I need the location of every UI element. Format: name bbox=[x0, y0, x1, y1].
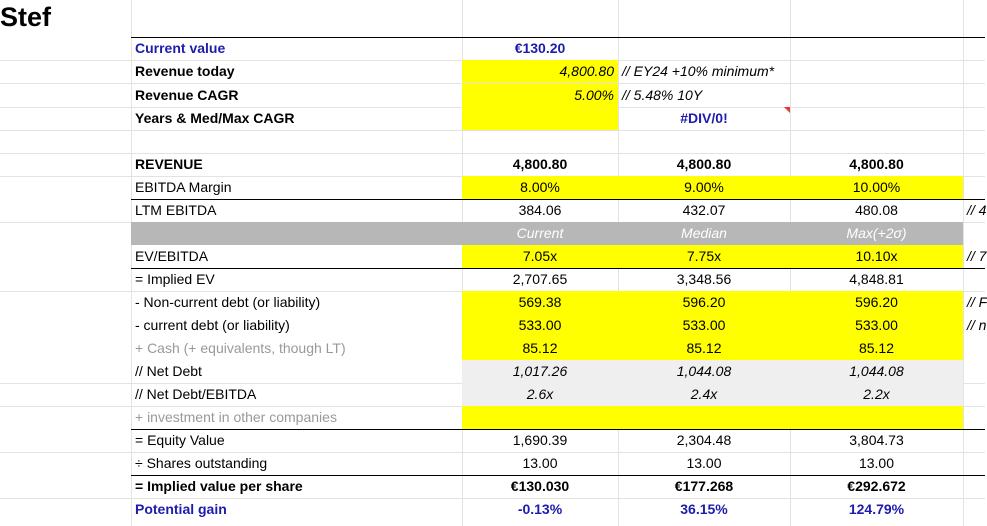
note-cell[interactable]: // 4 bbox=[967, 202, 987, 218]
input-cell[interactable] bbox=[618, 406, 790, 429]
row-ev-ebitda[interactable] bbox=[0, 245, 985, 268]
current-value-cell[interactable]: €130.20 bbox=[514, 40, 566, 56]
value-cell[interactable]: 13.00 bbox=[686, 455, 722, 471]
row-investments[interactable] bbox=[0, 406, 985, 429]
note-cell[interactable]: // 7 bbox=[967, 248, 987, 264]
scenario-current[interactable]: Current bbox=[462, 222, 618, 245]
input-cell[interactable]: 569.38 bbox=[462, 291, 618, 314]
gain-cell[interactable]: 124.79% bbox=[848, 501, 905, 517]
row-label[interactable]: + investment in other companies bbox=[135, 409, 337, 425]
years-input[interactable] bbox=[462, 107, 618, 130]
input-cell[interactable]: 10.00% bbox=[790, 176, 963, 199]
value-cell[interactable]: 2.4x bbox=[618, 383, 790, 406]
row-label[interactable]: Years & Med/Max CAGR bbox=[135, 110, 295, 126]
input-cell[interactable]: 8.00% bbox=[462, 176, 618, 199]
input-cell[interactable]: 7.75x bbox=[618, 245, 790, 268]
row-label[interactable]: LTM EBITDA bbox=[135, 202, 217, 218]
input-cell[interactable]: 7.05x bbox=[462, 245, 618, 268]
input-cell[interactable]: 85.12 bbox=[618, 337, 790, 360]
input-cell[interactable]: 10.10x bbox=[790, 245, 963, 268]
value-cell[interactable]: 1,017.26 bbox=[462, 360, 618, 383]
value-cell[interactable]: 2,707.65 bbox=[512, 271, 568, 287]
note-cell[interactable]: // EY24 +10% minimum* bbox=[622, 63, 775, 79]
value-cell[interactable]: 432.07 bbox=[682, 202, 726, 218]
row-label[interactable]: Potential gain bbox=[135, 501, 227, 517]
row-shares-outstanding[interactable] bbox=[0, 452, 985, 475]
row-label[interactable]: + Cash (+ equivalents, though LT) bbox=[135, 340, 346, 356]
row-revenue[interactable] bbox=[0, 153, 985, 176]
value-cell[interactable]: 4,800.80 bbox=[849, 156, 904, 172]
input-cell[interactable] bbox=[462, 406, 618, 429]
value-cell[interactable]: 480.08 bbox=[855, 202, 898, 218]
row-scenario-header[interactable] bbox=[0, 222, 985, 245]
row-label[interactable]: = Implied value per share bbox=[135, 478, 303, 494]
value-cell[interactable]: 13.00 bbox=[522, 455, 558, 471]
gain-cell[interactable]: 36.15% bbox=[680, 501, 728, 517]
row-revenue-cagr[interactable] bbox=[0, 84, 985, 107]
row-revenue-today[interactable] bbox=[0, 60, 985, 83]
row-label[interactable]: ÷ Shares outstanding bbox=[135, 455, 268, 471]
value-cell[interactable]: 4,800.80 bbox=[512, 156, 568, 172]
row-noncurrent-debt[interactable] bbox=[0, 291, 985, 314]
row-years-cagr[interactable] bbox=[0, 107, 985, 130]
value-cell[interactable]: 3,348.56 bbox=[676, 271, 732, 287]
row-implied-value-per-share[interactable] bbox=[0, 475, 985, 498]
revenue-cagr-input[interactable]: 5.00% bbox=[462, 84, 618, 107]
row-current-value[interactable] bbox=[0, 37, 985, 60]
note-cell[interactable]: // 5.48% 10Y bbox=[622, 87, 703, 103]
value-cell[interactable]: 2.2x bbox=[790, 383, 963, 406]
gain-cell[interactable]: -0.13% bbox=[517, 501, 563, 517]
note-cell[interactable]: // F bbox=[967, 294, 987, 310]
row-label[interactable]: - current debt (or liability) bbox=[135, 317, 290, 333]
comment-flag-icon[interactable] bbox=[784, 107, 790, 113]
row-cash[interactable] bbox=[0, 337, 985, 360]
input-cell[interactable]: 9.00% bbox=[618, 176, 790, 199]
input-cell[interactable]: 85.12 bbox=[462, 337, 618, 360]
row-label[interactable]: EBITDA Margin bbox=[135, 179, 232, 195]
value-cell[interactable]: 2,304.48 bbox=[676, 432, 732, 448]
input-cell[interactable]: 596.20 bbox=[618, 291, 790, 314]
input-cell[interactable]: 533.00 bbox=[790, 314, 963, 337]
value-cell[interactable]: €292.672 bbox=[847, 478, 906, 494]
row-ltm-ebitda[interactable] bbox=[0, 199, 985, 222]
empty-row bbox=[0, 130, 985, 153]
value-cell[interactable]: 2.6x bbox=[462, 383, 618, 406]
header-cell[interactable] bbox=[131, 222, 462, 245]
row-label[interactable]: // Net Debt bbox=[135, 363, 202, 379]
row-label[interactable]: Revenue today bbox=[135, 63, 235, 79]
value-cell[interactable]: 13.00 bbox=[858, 455, 895, 471]
row-label[interactable]: - Non-current debt (or liability) bbox=[135, 294, 321, 310]
input-cell[interactable]: 533.00 bbox=[618, 314, 790, 337]
row-implied-ev[interactable] bbox=[0, 268, 985, 291]
input-cell[interactable]: 533.00 bbox=[462, 314, 618, 337]
error-cell[interactable]: #DIV/0! bbox=[680, 110, 728, 126]
row-label[interactable]: EV/EBITDA bbox=[135, 248, 209, 264]
row-label[interactable]: = Equity Value bbox=[135, 432, 225, 448]
input-cell[interactable]: 85.12 bbox=[790, 337, 963, 360]
row-label[interactable]: // Net Debt/EBITDA bbox=[135, 386, 257, 402]
row-label[interactable]: REVENUE bbox=[135, 156, 203, 172]
value-cell[interactable]: 3,804.73 bbox=[849, 432, 904, 448]
row-label[interactable]: Current value bbox=[135, 40, 226, 56]
revenue-today-input[interactable]: 4,800.80 bbox=[462, 60, 618, 83]
value-cell[interactable]: €177.268 bbox=[674, 478, 734, 494]
row-ebitda-margin[interactable] bbox=[0, 176, 985, 199]
input-cell[interactable]: 596.20 bbox=[790, 291, 963, 314]
value-cell[interactable]: 1,044.08 bbox=[790, 360, 963, 383]
value-cell[interactable]: 1,044.08 bbox=[618, 360, 790, 383]
row-net-debt-ebitda[interactable] bbox=[0, 383, 985, 406]
value-cell[interactable]: 384.06 bbox=[518, 202, 562, 218]
input-cell[interactable] bbox=[790, 406, 963, 429]
scenario-max[interactable]: Max(+2σ) bbox=[790, 222, 963, 245]
value-cell[interactable]: €130.030 bbox=[510, 478, 570, 494]
row-potential-gain[interactable] bbox=[0, 498, 985, 521]
row-current-debt[interactable] bbox=[0, 314, 985, 337]
value-cell[interactable]: 4,848.81 bbox=[849, 271, 904, 287]
row-label[interactable]: Revenue CAGR bbox=[135, 87, 239, 103]
scenario-median[interactable]: Median bbox=[618, 222, 790, 245]
note-cell[interactable]: // n bbox=[967, 317, 987, 333]
value-cell[interactable]: 1,690.39 bbox=[512, 432, 568, 448]
row-label[interactable]: = Implied EV bbox=[135, 271, 215, 287]
value-cell[interactable]: 4,800.80 bbox=[676, 156, 732, 172]
sheet-title: Stef bbox=[0, 2, 52, 32]
row-net-debt[interactable] bbox=[0, 360, 985, 383]
row-equity-value[interactable] bbox=[0, 429, 985, 452]
